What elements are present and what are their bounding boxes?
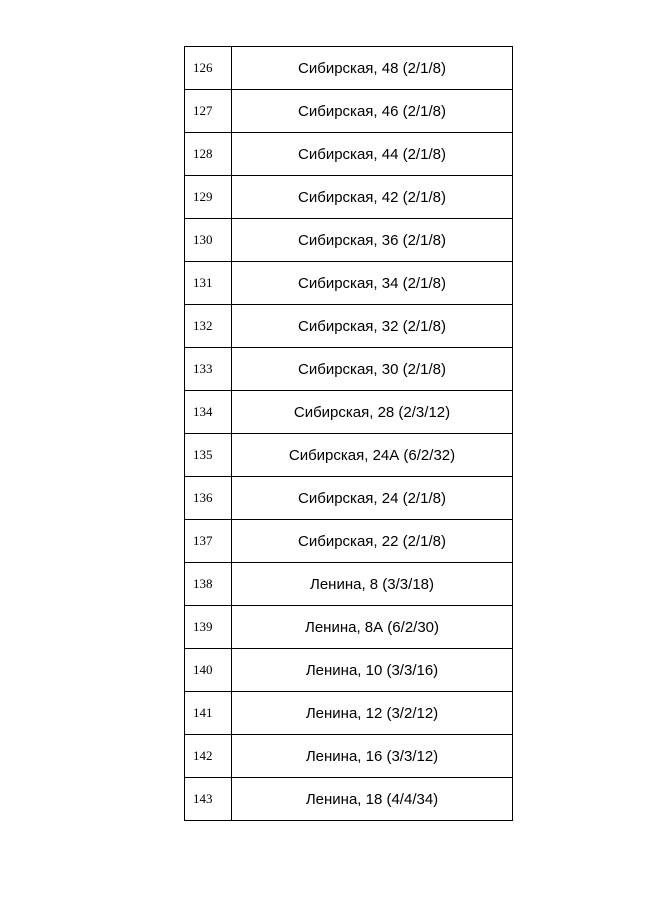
row-address: Сибирская, 48 (2/1/8): [232, 47, 513, 90]
table-row: [185, 563, 513, 606]
table-row: [185, 477, 513, 520]
table-row: [185, 606, 513, 649]
row-address: Ленина, 10 (3/3/16): [232, 649, 513, 692]
row-number: 134: [185, 391, 232, 434]
row-number: 143: [185, 778, 232, 821]
table-row: [185, 391, 513, 434]
row-number: 130: [185, 219, 232, 262]
row-address: Ленина, 16 (3/3/12): [232, 735, 513, 778]
row-address: Сибирская, 36 (2/1/8): [232, 219, 513, 262]
table-row: [185, 47, 513, 90]
row-number: 136: [185, 477, 232, 520]
row-number: 133: [185, 348, 232, 391]
row-address: Сибирская, 22 (2/1/8): [232, 520, 513, 563]
row-number: 142: [185, 735, 232, 778]
row-number: 138: [185, 563, 232, 606]
row-number: 129: [185, 176, 232, 219]
table-row: [185, 735, 513, 778]
row-address: Сибирская, 44 (2/1/8): [232, 133, 513, 176]
row-number: 139: [185, 606, 232, 649]
row-address: Сибирская, 28 (2/3/12): [232, 391, 513, 434]
row-number: 135: [185, 434, 232, 477]
table-row: [185, 434, 513, 477]
row-address: Ленина, 12 (3/2/12): [232, 692, 513, 735]
row-address: Сибирская, 30 (2/1/8): [232, 348, 513, 391]
table-row: [185, 262, 513, 305]
row-number: 128: [185, 133, 232, 176]
row-number: 141: [185, 692, 232, 735]
row-address: Сибирская, 24 (2/1/8): [232, 477, 513, 520]
row-address: Сибирская, 34 (2/1/8): [232, 262, 513, 305]
address-table-body: [185, 47, 513, 821]
table-row: [185, 520, 513, 563]
table-row: [185, 692, 513, 735]
address-table: [184, 46, 513, 821]
row-number: 127: [185, 90, 232, 133]
row-address: Сибирская, 24А (6/2/32): [232, 434, 513, 477]
table-row: [185, 133, 513, 176]
row-number: 131: [185, 262, 232, 305]
table-row: [185, 649, 513, 692]
row-address: Ленина, 8А (6/2/30): [232, 606, 513, 649]
row-number: 140: [185, 649, 232, 692]
row-number: 126: [185, 47, 232, 90]
table-row: [185, 176, 513, 219]
table-row: [185, 348, 513, 391]
table-row: [185, 305, 513, 348]
row-address: Ленина, 8 (3/3/18): [232, 563, 513, 606]
row-address: Сибирская, 42 (2/1/8): [232, 176, 513, 219]
table-row: [185, 90, 513, 133]
row-address: Ленина, 18 (4/4/34): [232, 778, 513, 821]
row-address: Сибирская, 32 (2/1/8): [232, 305, 513, 348]
table-row: [185, 778, 513, 821]
row-number: 132: [185, 305, 232, 348]
row-address: Сибирская, 46 (2/1/8): [232, 90, 513, 133]
row-number: 137: [185, 520, 232, 563]
table-row: [185, 219, 513, 262]
